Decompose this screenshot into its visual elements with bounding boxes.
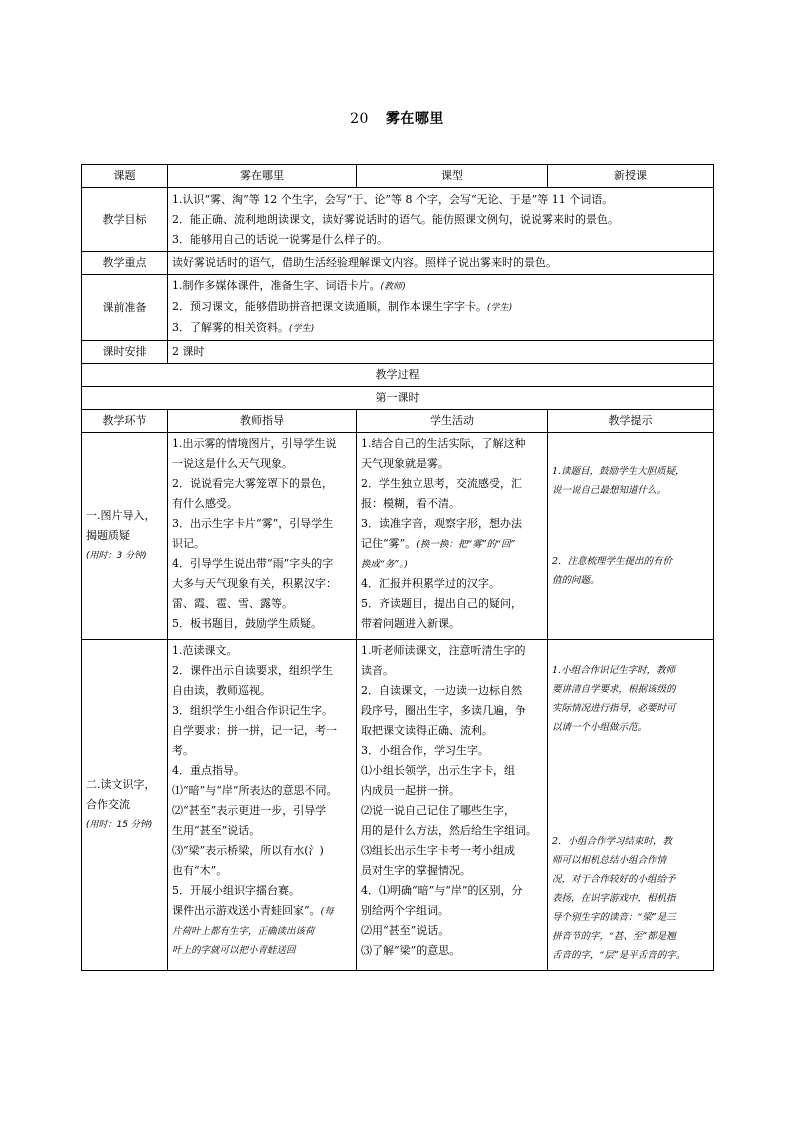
student-line: 段序号，圈出生字，多读几遍，争 [361, 704, 526, 717]
prep-note: (学生) [487, 303, 513, 313]
student-line: ⑵用“甚至”说话。 [361, 924, 450, 937]
teacher-line: 生用“甚至”说话。 [172, 824, 261, 837]
teacher-line: 雷、霞、雹、雪、露等。 [172, 597, 293, 610]
student-line: 1.听老师读课文，注意听清生字的 [361, 644, 526, 657]
tip-line: 要讲清自学要求，根据该级的 [552, 684, 676, 695]
teacher-line: 5．板书题目，鼓励学生质疑。 [172, 617, 322, 630]
goal-line: 3．能够用自己的话说一说雾是什么样子的。 [172, 232, 388, 246]
student-line: 天气现象就是雾。 [361, 457, 449, 470]
tip-line: 以请一个小组做示范。 [552, 722, 648, 733]
student-line: 1.结合自己的生活实际，了解这种 [361, 437, 526, 450]
student-line: 带着问题进入新课。 [361, 617, 460, 630]
teacher-text: 课件出示游戏送小青蛙回家”。 [172, 904, 321, 917]
student-line: ⑶了解“梁”的意思。 [361, 944, 461, 957]
student-line: 员对生字的掌握情况。 [361, 864, 471, 877]
tip-line: 况，对于合作较好的小组给予 [552, 874, 676, 885]
student-note: (换一换：把“雾”的“回” [416, 539, 516, 550]
section-2-tips [548, 640, 714, 971]
tip-line: 表扬，在识字游戏中，相机指 [552, 893, 676, 904]
teacher-line: 有什么感受。 [172, 497, 238, 510]
tip-line: 1.读题目，鼓励学生大胆质疑， [552, 466, 685, 477]
lesson-name: 雾在哪里 [385, 111, 444, 127]
tip-line: 值的问题。 [552, 575, 600, 586]
goals-content [168, 188, 714, 252]
col-header-tips: 教学提示 [548, 410, 714, 433]
topic-label: 课题 [82, 165, 168, 188]
teacher-line: 2．课件出示自读要求，组织学生 [172, 664, 333, 677]
lesson-plan-table [81, 164, 714, 971]
student-line: 报：模糊，看不清。 [361, 497, 460, 510]
col-header-student: 学生活动 [357, 410, 548, 433]
teacher-line: 1.出示雾的情境图片，引导学生说 [172, 437, 337, 450]
teacher-line: 4．引导学生说出带“雨”字头的字 [172, 557, 334, 570]
teacher-line: 3．出示生字卡片“雾”，引导学生 [172, 517, 334, 530]
tip-line: 师可以相机总结小组合作情 [552, 855, 667, 866]
teacher-line: ⑵“甚至”表示更进一步，引导学 [172, 804, 327, 817]
student-line: 3．小组合作，学习生字。 [361, 744, 489, 757]
preparation-label: 课前准备 [82, 275, 168, 341]
process-header: 教学过程 [82, 364, 714, 387]
teacher-line: 大多与天气现象有关，积累汉字： [172, 577, 337, 590]
tip-line: 舌音的字，“层”是平舌音的字。 [552, 950, 686, 961]
section-1-student [357, 433, 548, 640]
tip-line: 2．小组合作学习结束时，教 [552, 836, 673, 847]
key-points-label: 教学重点 [82, 252, 168, 275]
teacher-line: 2．说说看完大雾笼罩下的景色， [172, 477, 333, 490]
tip-line: 说一说自己最想知道什么。 [552, 485, 667, 496]
row-schedule [82, 341, 714, 364]
teacher-note-line: 叶上的字就可以把小青蛙送回 [172, 945, 296, 956]
goal-line: 2．能正确、流利地朗读课文，读好雾说话时的语气。能仿照课文例句，说说雾来时的景色。 [172, 212, 619, 226]
student-line: 2．学生独立思考，交流感受，汇 [361, 477, 522, 490]
section-name-line: 合作交流 [86, 798, 130, 811]
schedule-value: 2 课时 [168, 341, 714, 364]
prep-note: (教师) [380, 282, 406, 292]
lesson-type-label: 课型 [357, 165, 548, 188]
teacher-line: 自学要求：拼一拼，记一记，考一 [172, 724, 337, 737]
teacher-line: 考。 [172, 744, 194, 757]
tip-line: 2．注意梳理学生提出的有价 [552, 556, 673, 567]
section-2-teacher [168, 640, 357, 971]
section-2-name [82, 640, 168, 971]
teacher-line: 3．组织学生小组合作识记生字。 [172, 704, 333, 717]
student-line: ⑴小组长领学，出示生字卡，组 [361, 764, 515, 777]
key-points-value: 读好雾说话时的语气，借助生活经验理解课文内容。照样子说出雾来时的景色。 [168, 252, 714, 275]
col-header-stage: 教学环节 [82, 410, 168, 433]
teacher-line: 4．重点指导。 [172, 764, 245, 777]
section-2-student [357, 640, 548, 971]
col-header-teacher: 教师指导 [168, 410, 357, 433]
goal-line: 1.认识“雾、淘”等 12 个生字，会写“于、论”等 8 个字，会写“无论、于是”等 11 个词语。 [172, 192, 614, 206]
student-line: 取把课文读得正确、流利。 [361, 724, 493, 737]
teacher-line [172, 901, 352, 922]
section-time: (用时：15 分钟) [86, 820, 153, 830]
section-name-line: 揭题质疑 [86, 529, 130, 542]
prep-line [172, 297, 709, 318]
row-process-header [82, 364, 714, 387]
prep-text: 1.制作多媒体课件，准备生字、词语卡片。 [172, 279, 381, 292]
lesson-type-value: 新授课 [548, 165, 714, 188]
prep-text: 3．了解雾的相关资料。 [172, 321, 289, 334]
teacher-note: (每 [320, 906, 334, 917]
topic-value: 雾在哪里 [168, 165, 357, 188]
teacher-note-line: 片荷叶上都有生字，正确读出该荷 [172, 926, 315, 937]
prep-note: (学生) [289, 324, 315, 334]
row-goals [82, 188, 714, 252]
student-line: 内成员一起拼一拼。 [361, 784, 460, 797]
row-lesson-header [82, 387, 714, 410]
teacher-line: 5．开展小组识字擂台赛。 [172, 884, 300, 897]
prep-text: 2．预习课文，能够借助拼音把课文读通顺，制作本课生字字卡。 [172, 300, 487, 313]
student-line: 读音。 [361, 664, 394, 677]
lesson-header: 第一课时 [82, 387, 714, 410]
student-line: 别给两个字组词。 [361, 904, 449, 917]
goals-label: 教学目标 [82, 188, 168, 252]
teacher-line: ⑴“暗”与“岸”所表达的意思不同。 [172, 784, 338, 797]
student-line: 4．汇报并积累学过的汉字。 [361, 577, 500, 590]
student-line: 4．⑴明确“暗”与“岸”的区别，分 [361, 884, 523, 897]
tip-line: 1.小组合作识记生字时，教师 [552, 665, 676, 676]
lesson-title [0, 108, 794, 128]
section-name-line: 一.图片导入， [86, 509, 156, 522]
row-column-headers [82, 410, 714, 433]
student-line: 用的是什么方法，然后给生字组词。 [361, 824, 537, 837]
tip-line: 导个别生字的读音：“梁”是三 [552, 912, 676, 923]
prep-line [172, 276, 709, 297]
tip-line: 实际情况进行指导，必要时可 [552, 703, 676, 714]
row-preparation [82, 275, 714, 341]
row-topic [82, 165, 714, 188]
section-name-line: 二.读文识字， [86, 778, 156, 791]
teacher-line: 一说这是什么天气现象。 [172, 457, 293, 470]
student-line: 2．自读课文，一边读一边标自然 [361, 684, 522, 697]
student-line [361, 534, 543, 555]
teacher-line: ⑶“梁”表示桥梁，所以有水(氵) [172, 844, 324, 857]
teacher-line: 识记。 [172, 537, 205, 550]
row-section-1 [82, 433, 714, 640]
prep-line [172, 318, 709, 339]
row-key-points [82, 252, 714, 275]
student-line: 5．齐读题目，提出自己的疑问， [361, 597, 522, 610]
preparation-content [168, 275, 714, 341]
lesson-number: 20 [350, 111, 369, 127]
row-section-2 [82, 640, 714, 971]
section-1-name [82, 433, 168, 640]
teacher-line: 自由读，教师巡视。 [172, 684, 271, 697]
section-1-teacher [168, 433, 357, 640]
student-line: ⑵说一说自己记住了哪些生字， [361, 804, 515, 817]
teacher-line: 也有“木”。 [172, 864, 228, 877]
schedule-label: 课时安排 [82, 341, 168, 364]
teacher-line: 1.范读课文。 [172, 644, 238, 657]
tip-line: 拼音节的字，“甚、至”都是翘 [552, 931, 676, 942]
student-line: 3．读准字音，观察字形，想办法 [361, 517, 522, 530]
section-time: (用时：3 分钟) [86, 551, 147, 561]
student-text: 记住“雾”。 [361, 537, 417, 550]
student-note-line: 换成“务”。) [361, 559, 408, 570]
student-line: ⑶组长出示生字卡考一考小组成 [361, 844, 515, 857]
section-1-tips [548, 433, 714, 640]
